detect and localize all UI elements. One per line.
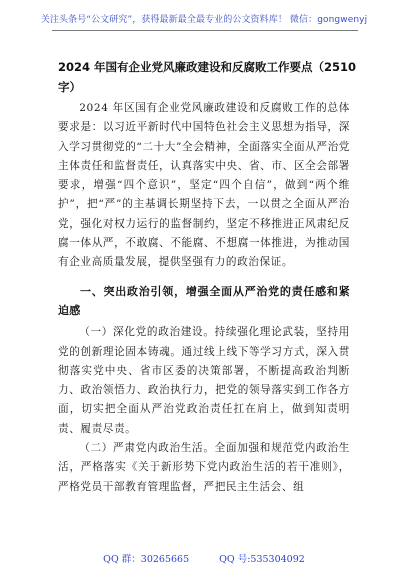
section-heading-1: 一、突出政治引领，增强全面从严治党的责任感和紧迫感 — [58, 284, 350, 317]
footer — [0, 551, 408, 565]
paragraph-intro: 2024 年区国有企业党风廉政建设和反腐败工作的总体要求是：以习近平新时代中国特色社会主义思想为指导，深入学习贯彻党的“二十大”全会精神，全面落实全面从严治党主体责任和监督责任，认真落实中央、省、市、区全会部署要求，增强“四个意识”，坚定“四个自信”，做到“两个维护”，把“严”的主基调长期坚持下去，一以贯之全面从严治党，强化对权力运行的监督制约，坚定不移推进正风肃纪反腐一体从严，不敢腐、不能腐、不想腐一体推进，为推动国有企业高质量发展，提供坚强有力的政治保证。 — [58, 102, 350, 269]
paragraph-item-1: （一）深化党的政治建设。持续强化理论武装，坚持用党的创新理论固本铸魂。通过线上线下等学习方式，深入贯彻落实党中央、省市区委的决策部署，不断提高政治判断力、政治领悟力、政治执行力，把党的领导落实到工作各方面，切实把全面从严治党政治责任扛在肩上，做到知责明责、履责尽责。 — [58, 326, 350, 435]
document-title: 2024 年国有企业党风廉政建设和反腐败工作要点（2510字） — [58, 60, 357, 94]
footer-qq-group: QQ 群：30265665 — [103, 554, 190, 565]
header-banner: 关注头条号“公文研究”，获得最新最全最专业的公文资料库！ 微信：gongwenyj — [40, 15, 368, 25]
paragraph-item-2: （二）严肃党内政治生活。全面加强和规范党内政治生活，严格落实《关于新形势下党内政治生活的若干准则》，严格党员干部教育管理监督，严把民主生活会、组 — [58, 442, 350, 493]
footer-qq-number: QQ 号:535304092 — [219, 554, 305, 565]
document-body — [58, 99, 350, 497]
header-divider — [52, 30, 358, 31]
